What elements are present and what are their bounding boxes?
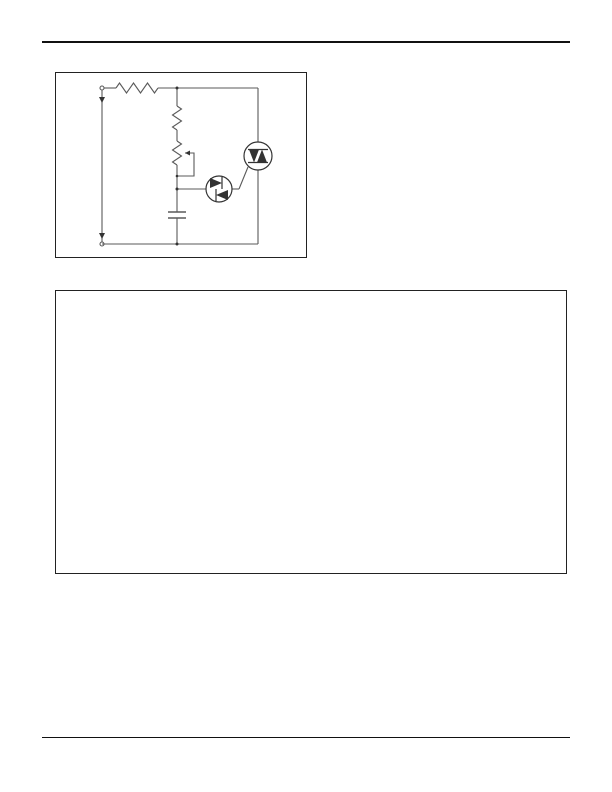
load-resistor-icon — [116, 83, 158, 93]
diac-symbol-icon — [206, 176, 232, 202]
terminal-top-icon — [100, 86, 104, 90]
footer-rule — [42, 737, 570, 738]
soa-chart — [56, 291, 564, 571]
figure-e8-1-circuit — [55, 72, 307, 258]
figure-e8-2-chart — [55, 290, 567, 574]
potentiometer-icon — [173, 141, 182, 165]
header-rule — [42, 41, 570, 43]
resistor-3-3k-icon — [173, 106, 182, 130]
circuit-schematic — [56, 73, 304, 254]
triac-symbol-icon — [244, 142, 272, 170]
